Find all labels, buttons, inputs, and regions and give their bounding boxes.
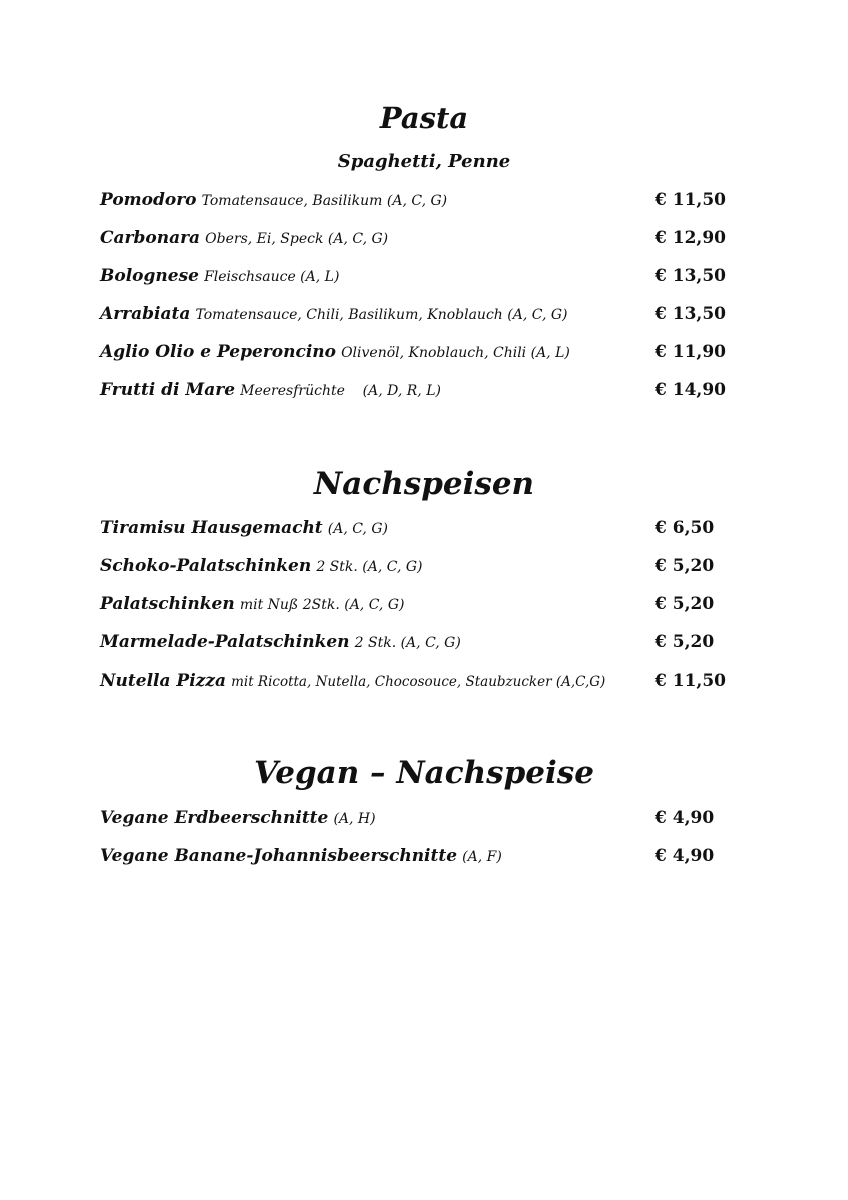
dish-name: Pomodoro xyxy=(100,190,197,210)
dish-description: mit Nuß 2Stk. (A, C, G) xyxy=(239,597,405,613)
dish-price: € 14,90 xyxy=(655,380,726,400)
menu-item-nutella-pizza xyxy=(100,671,726,697)
dish-name: Arrabiata xyxy=(100,304,191,324)
menu-item-palatschinken xyxy=(100,594,720,620)
dish-price: € 11,50 xyxy=(655,671,726,691)
menu-item-bolognese xyxy=(100,266,726,292)
dish-price: € 4,90 xyxy=(655,808,715,828)
dish-description: Olivenöl, Knoblauch, Chili (A, L) xyxy=(341,345,570,361)
menu-item-carbonara xyxy=(100,228,726,254)
pasta-subheading: Spaghetti, Penne xyxy=(337,151,511,172)
dish-price: € 4,90 xyxy=(655,846,715,866)
menu-item-tiramisu xyxy=(100,518,720,544)
dish-name: Vegane Erdbeerschnitte xyxy=(100,808,329,828)
dish-description: 2 Stk. (A, C, G) xyxy=(316,559,423,575)
dish-name: Palatschinken xyxy=(100,594,235,614)
nachspeisen-heading: Nachspeisen xyxy=(313,466,535,502)
dish-price: € 13,50 xyxy=(655,266,726,286)
dish-name: Schoko-Palatschinken xyxy=(100,556,312,576)
dish-price: € 13,50 xyxy=(655,304,726,324)
menu-item-pomodoro xyxy=(100,190,726,216)
dish-price: € 5,20 xyxy=(655,632,715,652)
dish-name: Bolognese xyxy=(100,266,199,286)
dish-price: € 5,20 xyxy=(655,594,715,614)
dish-name: Marmelade-Palatschinken xyxy=(100,632,350,652)
dish-description: mit Ricotta, Nutella, Chocosouce, Staubzucker (A,C,G) xyxy=(231,674,606,690)
pasta-heading: Pasta xyxy=(379,101,469,135)
dish-description: Tomatensauce, Basilikum (A, C, G) xyxy=(201,193,448,209)
dish-name: Aglio Olio e Peperoncino xyxy=(100,342,336,362)
dish-price: € 5,20 xyxy=(655,556,715,576)
dish-name: Carbonara xyxy=(100,228,201,248)
dish-name: Tiramisu Hausgemacht xyxy=(100,518,323,538)
vegan-heading: Vegan – Nachspeise xyxy=(254,755,594,791)
dish-name: Frutti di Mare xyxy=(100,380,236,400)
menu-item-vegane-erdbeerschnitte xyxy=(100,808,720,834)
dish-description: Tomatensauce, Chili, Basilikum, Knoblauch (A, C, G) xyxy=(195,307,568,323)
menu-item-aglio-olio xyxy=(100,342,726,368)
dish-price: € 12,90 xyxy=(655,228,726,248)
menu-item-frutti-di-mare xyxy=(100,380,726,406)
menu-item-vegane-banane-johannisbeerschnitte xyxy=(100,846,720,872)
dish-description: Meeresfrüchte (A, D, R, L) xyxy=(240,383,441,399)
dish-description: 2 Stk. (A, C, G) xyxy=(354,635,461,651)
dish-description: (A, H) xyxy=(333,811,376,827)
dish-name: Vegane Banane-Johannisbeerschnitte xyxy=(100,846,458,866)
dish-price: € 6,50 xyxy=(655,518,715,538)
dish-name: Nutella Pizza xyxy=(100,671,226,691)
menu-item-schoko-palatschinken xyxy=(100,556,720,582)
menu-item-marmelade-palatschinken xyxy=(100,632,720,658)
dish-description: Fleischsauce (A, L) xyxy=(204,269,340,285)
dish-description: Obers, Ei, Speck (A, C, G) xyxy=(205,231,389,247)
dish-description: (A, F) xyxy=(462,849,502,865)
dish-price: € 11,90 xyxy=(655,342,726,362)
menu-item-arrabiata xyxy=(100,304,726,330)
dish-description: (A, C, G) xyxy=(327,521,388,537)
dish-price: € 11,50 xyxy=(655,190,726,210)
